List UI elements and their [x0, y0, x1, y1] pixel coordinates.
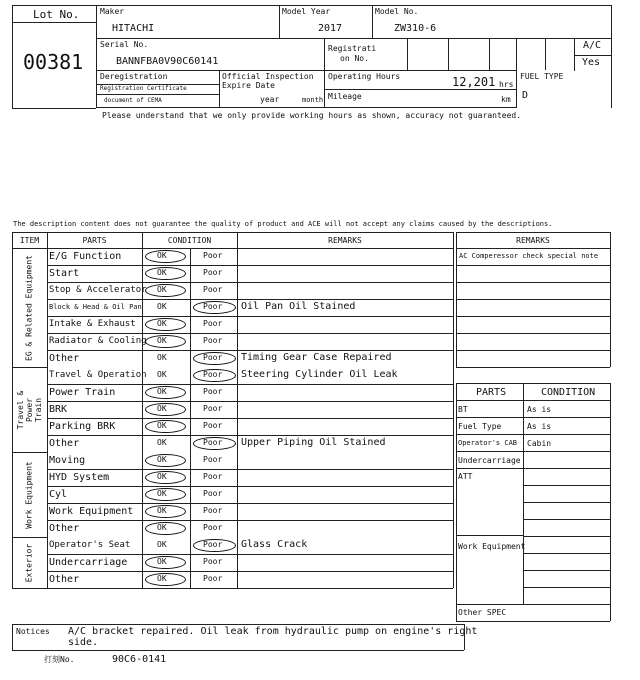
poor-option: Poor: [203, 353, 223, 362]
lot-number: 00381: [23, 50, 84, 74]
right-remarks-header: REMARKS: [516, 235, 550, 245]
ok-selected-circle: [145, 318, 186, 331]
serial-no-label: Serial No.: [100, 40, 149, 49]
table-line: [610, 383, 611, 621]
ac-label: A/C: [583, 40, 602, 51]
table-line: [12, 588, 453, 589]
group-label: Work Equipment: [24, 460, 34, 529]
document-cema-label: document of CEMA: [104, 97, 162, 104]
table-line: [456, 383, 610, 384]
table-line: [523, 502, 610, 503]
fuel-type-part-value: As is: [527, 422, 552, 431]
poor-selected-circle: [193, 301, 236, 314]
ok-option: OK: [157, 472, 167, 481]
table-row: [47, 418, 453, 435]
part-name: Radiator & Cooling: [49, 336, 147, 346]
ok-selected-circle: [145, 573, 186, 586]
header-condition: CONDITION: [167, 235, 212, 245]
remark-text: Upper Piping Oil Stained: [241, 437, 386, 448]
part-name: Other: [49, 573, 80, 585]
table-row: [47, 486, 453, 503]
maker-label: Maker: [100, 7, 125, 16]
table-row: [47, 350, 453, 367]
mileage-label: Mileage: [328, 92, 362, 101]
ok-option: OK: [157, 557, 167, 566]
ok-option: OK: [157, 489, 167, 498]
undercarriage-label: Undercarriage: [458, 456, 521, 465]
table-row: [47, 265, 453, 282]
ok-option: OK: [157, 506, 167, 515]
ok-option: OK: [157, 421, 167, 430]
row-divider: [456, 265, 610, 266]
poor-option: Poor: [203, 557, 223, 566]
fuel-type-label: FUEL TYPE: [520, 72, 564, 81]
part-name: Other: [49, 437, 80, 449]
table-line: [456, 535, 523, 536]
table-row: [47, 384, 453, 401]
serial-no-value: BANNFBA0V90C60141: [116, 56, 219, 67]
header-item: ITEM: [19, 235, 40, 245]
notices-line-2: side.: [68, 637, 99, 648]
table-row: [47, 401, 453, 418]
inspection-label-2: Expire Date: [222, 81, 275, 90]
ok-selected-circle: [145, 420, 186, 433]
part-name: Undercarriage: [49, 556, 128, 568]
table-row: [47, 554, 453, 571]
ok-option: OK: [157, 370, 167, 379]
ok-selected-circle: [145, 335, 186, 348]
poor-option: Poor: [203, 268, 223, 277]
table-row: [47, 299, 453, 316]
operating-hours-value: 12,201: [452, 75, 496, 89]
other-spec-label: Other SPEC: [458, 608, 507, 617]
fuel-type-part-label: Fuel Type: [458, 422, 502, 431]
table-line: [453, 232, 454, 588]
part-name: Power Train: [49, 386, 116, 398]
poor-option: Poor: [203, 472, 223, 481]
group-label: EG & Related Equipment: [24, 254, 34, 361]
table-line: [523, 485, 610, 486]
table-line: [456, 621, 610, 622]
remark-text: Timing Gear Case Repaired: [241, 352, 392, 363]
table-row: [47, 452, 453, 469]
poor-selected-circle: [193, 352, 236, 365]
ok-option: OK: [157, 268, 167, 277]
group-label: Travel & Power Train: [15, 390, 42, 429]
group-divider: [12, 452, 47, 453]
table-row: [47, 503, 453, 520]
ok-option: OK: [157, 404, 167, 413]
table-row: [47, 282, 453, 299]
table-line: [456, 451, 610, 452]
lot-no-label: Lot No.: [33, 8, 80, 21]
disclaimer: The description content does not guarantee the quality of product and ACE will not accept any claims caused by the descriptions.: [13, 220, 553, 228]
km-label: km: [501, 95, 511, 104]
poor-option: Poor: [203, 574, 223, 583]
part-name: Start: [49, 267, 80, 279]
right-parts-header: PARTS: [476, 387, 507, 398]
right-condition-header: CONDITION: [541, 387, 596, 398]
table-line: [456, 248, 610, 249]
ac-value: Yes: [582, 57, 601, 68]
part-name: Work Equipment: [49, 505, 134, 517]
ok-selected-circle: [145, 556, 186, 569]
registration-no-label: Registrati: [328, 44, 377, 53]
registration-no-label-2: on No.: [340, 54, 369, 63]
ok-selected-circle: [145, 454, 186, 467]
ok-option: OK: [157, 455, 167, 464]
poor-option: Poor: [203, 455, 223, 464]
ok-option: OK: [157, 302, 167, 311]
table-line: [523, 570, 610, 571]
row-divider: [456, 299, 610, 300]
part-name: Stop & Accelerator: [49, 285, 147, 295]
right-remark-row: AC Comperessor check special note: [459, 252, 599, 260]
table-row: [47, 520, 453, 537]
ok-selected-circle: [145, 386, 186, 399]
operating-hours-label: Operating Hours: [328, 72, 401, 81]
poor-option: Poor: [203, 251, 223, 260]
table-line: [456, 604, 610, 605]
poor-option: Poor: [203, 438, 223, 447]
row-divider: [456, 333, 610, 334]
ok-option: OK: [157, 251, 167, 260]
operator-cab-value: Cabin: [527, 439, 552, 448]
notices-label: Notices: [16, 627, 50, 636]
part-name: Block & Head & Oil Pan: [49, 303, 142, 311]
model-year-label: Model Year: [282, 7, 331, 16]
table-line: [456, 383, 457, 621]
ok-selected-circle: [145, 505, 186, 518]
ok-option: OK: [157, 336, 167, 345]
poor-option: Poor: [203, 302, 223, 311]
hours-note: Please understand that we only provide working hours as shown, accuracy not guaranteed.: [102, 111, 522, 120]
table-row: [47, 333, 453, 350]
ok-option: OK: [157, 319, 167, 328]
ok-selected-circle: [145, 267, 186, 280]
poor-option: Poor: [203, 285, 223, 294]
table-line: [456, 434, 610, 435]
model-no-value: ZW310-6: [394, 23, 437, 34]
model-year-value: 2017: [318, 23, 343, 34]
year-label: year: [260, 95, 280, 104]
stamp-label: 打刻No.: [44, 655, 75, 664]
group-divider: [12, 367, 47, 368]
table-line: [523, 536, 610, 537]
poor-option: Poor: [203, 319, 223, 328]
ok-selected-circle: [145, 250, 186, 263]
ok-selected-circle: [145, 471, 186, 484]
remark-text: Glass Crack: [241, 539, 308, 550]
part-name: HYD System: [49, 471, 110, 483]
ok-selected-circle: [145, 522, 186, 535]
group-divider: [12, 537, 47, 538]
poor-option: Poor: [203, 421, 223, 430]
poor-selected-circle: [193, 369, 236, 382]
table-row: [47, 248, 453, 265]
row-divider: [456, 282, 610, 283]
part-name: Parking BRK: [49, 420, 116, 432]
ok-option: OK: [157, 285, 167, 294]
remark-text: Steering Cylinder Oil Leak: [241, 369, 398, 380]
part-name: Other: [49, 352, 80, 364]
poor-option: Poor: [203, 404, 223, 413]
notices-line-1: A/C bracket repaired. Oil leak from hydraulic pump on engine's right: [68, 626, 478, 637]
poor-option: Poor: [203, 523, 223, 532]
ok-option: OK: [157, 574, 167, 583]
ok-option: OK: [157, 523, 167, 532]
poor-selected-circle: [193, 437, 236, 450]
att-label: ATT: [458, 472, 473, 481]
group-label: Exterior: [24, 543, 34, 582]
remark-text: Oil Pan Oil Stained: [241, 301, 356, 312]
poor-option: Poor: [203, 506, 223, 515]
table-row: [47, 435, 453, 452]
table-line: [12, 232, 13, 588]
inspection-label: Official Inspection: [222, 72, 314, 81]
table-line: [523, 553, 610, 554]
table-row: [47, 537, 453, 554]
part-name: Intake & Exhaust: [49, 319, 136, 329]
table-line: [456, 400, 610, 401]
part-name: Travel & Operation: [49, 370, 147, 380]
poor-option: Poor: [203, 540, 223, 549]
maker-value: HITACHI: [112, 23, 155, 34]
row-divider: [456, 316, 610, 317]
table-row: [47, 367, 453, 384]
bt-value: As is: [527, 405, 552, 414]
part-name: E/G Function: [49, 250, 122, 262]
table-row: [47, 571, 453, 588]
poor-selected-circle: [193, 539, 236, 552]
hrs-label: hrs: [499, 80, 514, 89]
table-row: [47, 316, 453, 333]
bt-label: BT: [458, 405, 468, 414]
header-remarks: REMARKS: [328, 235, 362, 245]
registration-certificate-label: Registration Certificate: [100, 85, 187, 92]
header-parts: PARTS: [82, 235, 107, 245]
table-line: [523, 587, 610, 588]
ok-selected-circle: [145, 488, 186, 501]
table-line: [610, 232, 611, 367]
month-label: month: [302, 96, 324, 104]
ok-option: OK: [157, 353, 167, 362]
poor-option: Poor: [203, 387, 223, 396]
ok-option: OK: [157, 438, 167, 447]
table-line: [523, 468, 610, 469]
part-name: Cyl: [49, 488, 68, 500]
model-no-label: Model No.: [375, 7, 419, 16]
fuel-type-value: D: [522, 90, 529, 101]
poor-option: Poor: [203, 336, 223, 345]
deregistration-label: Deregistration: [100, 72, 168, 81]
table-row: [47, 469, 453, 486]
operator-cab-label: Operator's CAB: [458, 439, 518, 447]
table-line: [523, 519, 610, 520]
work-equipment-label: Work Equipment: [458, 542, 526, 551]
row-divider: [456, 367, 610, 368]
ok-selected-circle: [145, 403, 186, 416]
poor-option: Poor: [203, 489, 223, 498]
row-divider: [456, 350, 610, 351]
part-name: BRK: [49, 403, 68, 415]
stamp-value: 90C6-0141: [112, 654, 167, 665]
ok-option: OK: [157, 387, 167, 396]
ok-selected-circle: [145, 284, 186, 297]
part-name: Operator's Seat: [49, 540, 131, 550]
poor-option: Poor: [203, 370, 223, 379]
table-line: [456, 417, 610, 418]
ok-option: OK: [157, 540, 167, 549]
part-name: Other: [49, 522, 80, 534]
table-line: [456, 468, 523, 469]
part-name: Moving: [49, 454, 86, 466]
